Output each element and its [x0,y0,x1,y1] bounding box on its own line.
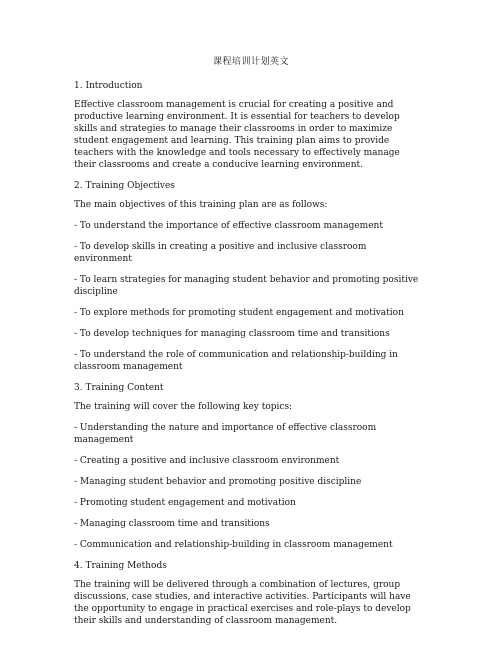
objective-item: - To explore methods for promoting student engagement and motivation [74,308,404,318]
section-heading-introduction: 1. Introduction [74,81,143,91]
objectives-intro: The main objectives of this training plan are as follows: [74,200,328,210]
content-item: - Creating a positive and inclusive classroom environment [74,456,340,466]
methods-paragraph: The training will be delivered through a combination of lectures, group discussions, case studies, and interactive activities. Participants will have the opportunity to engage in practical exercises and role-plays to develop their skills and understanding of classroom management. [74,580,411,626]
section-heading-training-content: 3. Training Content [74,383,164,393]
objective-item: - To learn strategies for managing student behavior and promoting positive discipline [74,275,419,297]
document-title: 课程培训计划英文 [212,57,289,67]
content-item: - Promoting student engagement and motivation [74,498,296,508]
document-body [74,80,424,636]
content-item: - Managing classroom time and transitions [74,519,270,529]
objective-item: - To understand the role of communication and relationship-building in classroom management [74,350,398,372]
section-heading-training-objectives: 2. Training Objectives [74,181,175,191]
content-item: - Communication and relationship-building in classroom management [74,540,393,550]
introduction-paragraph: Effective classroom management is crucial for creating a positive and productive learning environment. It is essential for teachers to develop skills and strategies to manage their classrooms in order to maximize student engagement and learning. This training plan aims to provide teachers with the knowledge and tools necessary to effectively manage their classrooms and create a conducive learning environment. [74,100,400,170]
content-intro: The training will cover the following key topics: [74,402,293,412]
objective-item: - To understand the importance of effective classroom management [74,221,383,231]
objective-item: - To develop techniques for managing classroom time and transitions [74,329,390,339]
content-item: - Understanding the nature and importance of effective classroom management [74,423,377,445]
section-heading-training-methods: 4. Training Methods [74,561,167,571]
objective-item: - To develop skills in creating a positive and inclusive classroom environment [74,242,367,264]
content-item: - Managing student behavior and promoting positive discipline [74,477,362,487]
